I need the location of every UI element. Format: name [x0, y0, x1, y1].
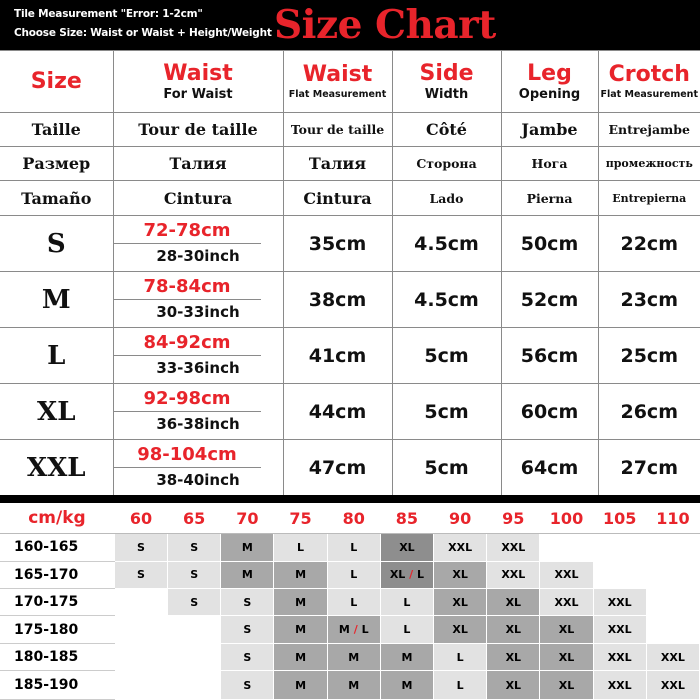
ru-side: Сторона: [392, 147, 501, 181]
size-cell: M: [274, 643, 327, 670]
height-row: [0, 534, 700, 561]
size-cell: [168, 671, 221, 700]
col-header-side: Side Width: [392, 51, 501, 113]
size-row-l: [0, 328, 700, 384]
weight-header: 65: [168, 503, 221, 534]
size-cell: S: [221, 671, 274, 700]
ru-waist-flat: Талия: [283, 147, 392, 181]
size-label: M: [0, 272, 113, 328]
flat-waist-value: 44cm: [283, 384, 392, 440]
col-header-size: Size: [0, 51, 113, 113]
height-row: [0, 561, 700, 588]
height-label: 175-180: [0, 616, 114, 643]
size-cell: M: [274, 561, 327, 588]
size-cell: XL: [434, 616, 487, 643]
es-crotch: Entrepierna: [598, 181, 700, 216]
leg-value: 50cm: [501, 216, 598, 272]
weight-header: 85: [380, 503, 433, 534]
side-value: 4.5cm: [392, 272, 501, 328]
size-cell: XXL: [540, 589, 593, 616]
fr-leg: Jambe: [501, 113, 598, 147]
size-cell: XL: [487, 671, 540, 700]
size-cell: XXL: [646, 643, 699, 670]
spanish-header-row: [0, 181, 700, 216]
weight-header: 110: [646, 503, 699, 534]
size-cell: [646, 589, 699, 616]
size-cell: [114, 671, 167, 700]
height-label: 160-165: [0, 534, 114, 561]
size-cell: [168, 616, 221, 643]
choose-size-note: Choose Size: Waist or Waist + Height/Weight: [14, 27, 272, 39]
header-bar: [0, 0, 700, 50]
size-cell: [646, 616, 699, 643]
size-cell: XL: [487, 589, 540, 616]
height-row: [0, 671, 700, 700]
size-cell: XXL: [593, 616, 646, 643]
crotch-value: 25cm: [598, 328, 700, 384]
crotch-value: 22cm: [598, 216, 700, 272]
waist-cell: 72-78cm 28-30inch: [113, 216, 283, 272]
size-row-xl: [0, 384, 700, 440]
leg-value: 60cm: [501, 384, 598, 440]
size-row-xxl: [0, 440, 700, 496]
size-cell: M: [274, 589, 327, 616]
waist-cell: 78-84cm 30-33inch: [113, 272, 283, 328]
size-cell: M: [274, 616, 327, 643]
crotch-value: 23cm: [598, 272, 700, 328]
size-cell: M: [274, 671, 327, 700]
fr-waist: Tour de taille: [113, 113, 283, 147]
size-cell: L: [274, 534, 327, 561]
size-cell: XXL: [646, 671, 699, 700]
size-cell: XL: [540, 671, 593, 700]
size-cell: [646, 534, 699, 561]
fr-side: Côté: [392, 113, 501, 147]
size-cell: M: [221, 534, 274, 561]
page-title: Size Chart: [274, 2, 496, 48]
size-cell: [168, 643, 221, 670]
size-cell: M: [380, 643, 433, 670]
size-row-m: [0, 272, 700, 328]
size-cell: XL: [487, 643, 540, 670]
size-cell: XXL: [487, 561, 540, 588]
size-cell: XXL: [593, 643, 646, 670]
col-header-waist: Waist For Waist: [113, 51, 283, 113]
size-cell: XXL: [593, 671, 646, 700]
crotch-value: 27cm: [598, 440, 700, 496]
es-waist-flat: Cintura: [283, 181, 392, 216]
english-header-row: [0, 51, 700, 113]
size-cell: XL / L: [380, 561, 433, 588]
fr-crotch: Entrejambe: [598, 113, 700, 147]
size-cell: XL: [487, 616, 540, 643]
ru-waist: Талия: [113, 147, 283, 181]
flat-waist-value: 35cm: [283, 216, 392, 272]
size-cell: XXL: [540, 561, 593, 588]
height-label: 185-190: [0, 671, 114, 700]
size-cell: L: [380, 589, 433, 616]
size-cell: XL: [434, 589, 487, 616]
flat-waist-value: 47cm: [283, 440, 392, 496]
weight-header: 70: [221, 503, 274, 534]
es-waist: Cintura: [113, 181, 283, 216]
size-cell: M / L: [327, 616, 380, 643]
height-label: 180-185: [0, 643, 114, 670]
size-label: L: [0, 328, 113, 384]
size-cell: L: [327, 561, 380, 588]
col-header-waist-flat: Waist Flat Measurement: [283, 51, 392, 113]
side-value: 5cm: [392, 384, 501, 440]
weight-header: 90: [434, 503, 487, 534]
height-row: [0, 616, 700, 643]
size-cell: XL: [380, 534, 433, 561]
side-value: 5cm: [392, 440, 501, 496]
size-cell: XL: [540, 643, 593, 670]
size-cell: XL: [540, 616, 593, 643]
size-cell: [114, 643, 167, 670]
waist-cell: 98-104cm 38-40inch: [113, 440, 283, 496]
size-cell: [646, 561, 699, 588]
size-row-s: [0, 216, 700, 272]
size-label: S: [0, 216, 113, 272]
es-size: Tamaño: [0, 181, 113, 216]
size-label: XXL: [0, 440, 113, 496]
fr-size: Taille: [0, 113, 113, 147]
size-cell: S: [221, 643, 274, 670]
size-cell: S: [168, 561, 221, 588]
french-header-row: [0, 113, 700, 147]
size-cell: L: [434, 643, 487, 670]
leg-value: 52cm: [501, 272, 598, 328]
es-side: Lado: [392, 181, 501, 216]
weight-header: 80: [327, 503, 380, 534]
side-value: 4.5cm: [392, 216, 501, 272]
leg-value: 56cm: [501, 328, 598, 384]
measurement-table: [0, 50, 700, 496]
size-cell: L: [380, 616, 433, 643]
waist-cell: 84-92cm 33-36inch: [113, 328, 283, 384]
size-cell: S: [221, 589, 274, 616]
russian-header-row: [0, 147, 700, 181]
size-cell: S: [221, 616, 274, 643]
size-cell: [540, 534, 593, 561]
weight-header: 75: [274, 503, 327, 534]
waist-cell: 92-98cm 36-38inch: [113, 384, 283, 440]
es-leg: Pierna: [501, 181, 598, 216]
size-cell: XXL: [487, 534, 540, 561]
section-divider: [0, 495, 700, 503]
fr-waist-flat: Tour de taille: [283, 113, 392, 147]
tile-measurement-note: Tile Measurement "Error: 1-2cm": [14, 8, 203, 20]
col-header-leg: Leg Opening: [501, 51, 598, 113]
weight-header-row: [0, 503, 700, 534]
weight-header: 95: [487, 503, 540, 534]
size-cell: M: [221, 561, 274, 588]
height-weight-table: [0, 503, 700, 700]
height-row: [0, 643, 700, 670]
ru-leg: Нога: [501, 147, 598, 181]
size-cell: [593, 534, 646, 561]
size-cell: S: [114, 561, 167, 588]
height-row: [0, 589, 700, 616]
size-cell: L: [327, 534, 380, 561]
size-cell: S: [168, 534, 221, 561]
corner-label: cm/kg: [0, 503, 114, 534]
size-label: XL: [0, 384, 113, 440]
size-cell: [114, 589, 167, 616]
size-cell: M: [327, 671, 380, 700]
size-cell: M: [327, 643, 380, 670]
ru-crotch: промежность: [598, 147, 700, 181]
size-cell: S: [168, 589, 221, 616]
weight-header: 100: [540, 503, 593, 534]
height-label: 170-175: [0, 589, 114, 616]
size-cell: XXL: [593, 589, 646, 616]
height-label: 165-170: [0, 561, 114, 588]
size-cell: M: [380, 671, 433, 700]
size-cell: [114, 616, 167, 643]
size-cell: XL: [434, 561, 487, 588]
flat-waist-value: 38cm: [283, 272, 392, 328]
flat-waist-value: 41cm: [283, 328, 392, 384]
size-cell: [593, 561, 646, 588]
crotch-value: 26cm: [598, 384, 700, 440]
size-cell: XXL: [434, 534, 487, 561]
ru-size: Размер: [0, 147, 113, 181]
weight-header: 105: [593, 503, 646, 534]
size-cell: L: [327, 589, 380, 616]
side-value: 5cm: [392, 328, 501, 384]
size-cell: L: [434, 671, 487, 700]
col-header-crotch: Crotch Flat Measurement: [598, 51, 700, 113]
leg-value: 64cm: [501, 440, 598, 496]
size-cell: S: [114, 534, 167, 561]
weight-header: 60: [114, 503, 167, 534]
